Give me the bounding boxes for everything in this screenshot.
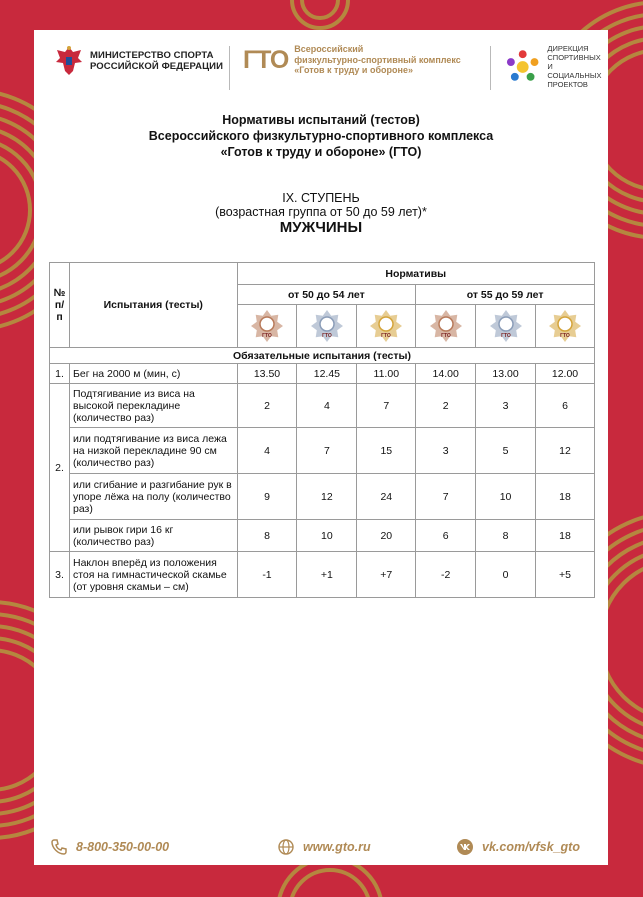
site-text[interactable]: www.gto.ru — [303, 840, 371, 854]
directorate-line-2: СПОРТИВНЫХ — [547, 53, 601, 62]
silver-badge-icon — [310, 309, 344, 343]
row-value: 3 — [476, 384, 536, 428]
silver-badge-icon — [489, 309, 523, 343]
gold-badge-icon — [369, 309, 403, 343]
stage-heading — [34, 191, 608, 237]
row-value: 12 — [536, 428, 595, 474]
section-row — [50, 348, 595, 364]
badge-label: ГТО — [262, 333, 272, 339]
row-value: 4 — [237, 428, 297, 474]
badge-label: ГТО — [560, 333, 570, 339]
ministry-line-1: МИНИСТЕРСТВО СПОРТА — [90, 50, 214, 61]
title-line-3: «Готов к труду и обороне» (ГТО) — [220, 145, 422, 159]
gto-line-3: «Готов к труду и обороне» — [294, 65, 413, 75]
document-title — [34, 112, 608, 160]
row-label: или подтягивание из виса лежа на низкой перекладине 90 см (количество раз) — [69, 428, 237, 474]
row-number: 2. — [50, 384, 70, 552]
badge-center — [260, 317, 274, 331]
vk-icon — [456, 838, 474, 856]
footer-vk[interactable] — [456, 838, 580, 856]
table-row — [50, 552, 595, 598]
row-value: 9 — [237, 474, 297, 520]
directorate-line-4: ПРОЕКТОВ — [547, 80, 588, 89]
row-value: 24 — [357, 474, 416, 520]
group-header: от 55 до 59 лет — [416, 285, 595, 305]
ministry-logo — [54, 44, 223, 78]
group-header: от 50 до 54 лет — [237, 285, 416, 305]
row-value: +5 — [536, 552, 595, 598]
directorate-logo — [504, 44, 608, 89]
row-value: 8 — [237, 520, 297, 552]
table-row — [50, 384, 595, 428]
table-row — [50, 474, 595, 520]
badge-label: ГТО — [440, 333, 451, 339]
table-row — [50, 520, 595, 552]
directorate-line-3: И СОЦИАЛЬНЫХ — [547, 62, 602, 80]
directorate-line-1: ДИРЕКЦИЯ — [547, 44, 589, 53]
row-value: 10 — [476, 474, 536, 520]
row-value: 15 — [357, 428, 416, 474]
badge-cell — [416, 305, 476, 348]
table-row — [50, 364, 595, 384]
row-value: +1 — [297, 552, 357, 598]
gto-line-1: Всероссийский — [294, 44, 364, 54]
badge-cell — [476, 305, 536, 348]
badge-cell — [536, 305, 595, 348]
stage-name: IX. СТУПЕНЬ — [282, 191, 360, 205]
row-value: 6 — [536, 384, 595, 428]
row-value: 20 — [357, 520, 416, 552]
header-test: Испытания (тесты) — [69, 263, 237, 348]
row-number: 1. — [50, 364, 70, 384]
row-label: Подтягивание из виса на высокой перекладине (количество раз) — [69, 384, 237, 428]
badge-center — [439, 317, 453, 331]
stage-age: (возрастная группа от 50 до 59 лет)* — [215, 205, 427, 219]
badge-cell — [237, 305, 297, 348]
row-number: 3. — [50, 552, 70, 598]
badge-label: ГТО — [322, 333, 332, 339]
row-value: 0 — [476, 552, 536, 598]
header — [34, 30, 608, 102]
row-value: 10 — [297, 520, 357, 552]
row-value: 18 — [536, 520, 595, 552]
gto-mark: ГТО — [243, 45, 289, 74]
row-value: -1 — [237, 552, 297, 598]
header-norms: Нормативы — [237, 263, 594, 285]
row-value: +7 — [357, 552, 416, 598]
badge-center — [499, 317, 513, 331]
globe-icon — [277, 838, 295, 856]
norms-table — [49, 262, 595, 598]
title-line-1: Нормативы испытаний (тестов) — [222, 113, 420, 127]
row-value: 5 — [476, 428, 536, 474]
row-value: 18 — [536, 474, 595, 520]
row-value: 3 — [416, 428, 476, 474]
document-sheet — [34, 30, 608, 865]
row-value: 12.45 — [297, 364, 357, 384]
footer-site[interactable] — [277, 838, 371, 856]
badge-center — [379, 317, 393, 331]
row-value: 7 — [416, 474, 476, 520]
star-figures-icon — [504, 48, 541, 86]
badge-cell — [357, 305, 416, 348]
row-label: или сгибание и разгибание рук в упоре лёжа на полу (количество раз) — [69, 474, 237, 520]
footer — [34, 832, 608, 860]
table-row — [50, 428, 595, 474]
row-value: 14.00 — [416, 364, 476, 384]
row-value: 7 — [357, 384, 416, 428]
section-label: Обязательные испытания (тесты) — [50, 348, 595, 364]
vk-text[interactable]: vk.com/vfsk_gto — [482, 840, 580, 854]
ministry-line-2: РОССИЙСКОЙ ФЕДЕРАЦИИ — [90, 61, 224, 72]
badge-center — [320, 317, 334, 331]
row-value: 12 — [297, 474, 357, 520]
row-value: 11.00 — [357, 364, 416, 384]
badge-cell — [297, 305, 357, 348]
bronze-badge-icon — [250, 309, 284, 343]
gold-badge-icon — [548, 309, 582, 343]
eagle-emblem-icon — [54, 44, 84, 78]
phone-icon — [50, 838, 68, 856]
row-value: 4 — [297, 384, 357, 428]
row-value: 2 — [237, 384, 297, 428]
gto-logo — [243, 44, 461, 76]
divider — [229, 46, 230, 90]
phone-text[interactable]: 8-800-350-00-00 — [76, 840, 170, 854]
row-label: Наклон вперёд из положения стоя на гимнастической скамье (от уровня скамьи – см) — [69, 552, 237, 598]
badge-label: ГТО — [500, 333, 511, 339]
row-value: 13.00 — [476, 364, 536, 384]
row-value: 2 — [416, 384, 476, 428]
row-value: 7 — [297, 428, 357, 474]
row-value: 6 — [416, 520, 476, 552]
badge-center — [558, 317, 572, 331]
title-line-2: Всероссийского физкультурно-спортивного комплекса — [148, 129, 494, 143]
row-label: Бег на 2000 м (мин, с) — [69, 364, 237, 384]
row-label: или рывок гири 16 кг (количество раз) — [69, 520, 237, 552]
row-value: 8 — [476, 520, 536, 552]
footer-phone[interactable] — [50, 838, 169, 856]
stage-gender: МУЖЧИНЫ — [279, 219, 363, 236]
row-value: 13.50 — [237, 364, 297, 384]
row-value: 12.00 — [536, 364, 595, 384]
badge-label: ГТО — [381, 333, 392, 339]
bronze-badge-icon — [429, 309, 463, 343]
gto-line-2: физкультурно-спортивный комплекс — [294, 54, 461, 65]
row-value: -2 — [416, 552, 476, 598]
header-num: № п/п — [50, 263, 70, 348]
divider — [490, 46, 491, 90]
